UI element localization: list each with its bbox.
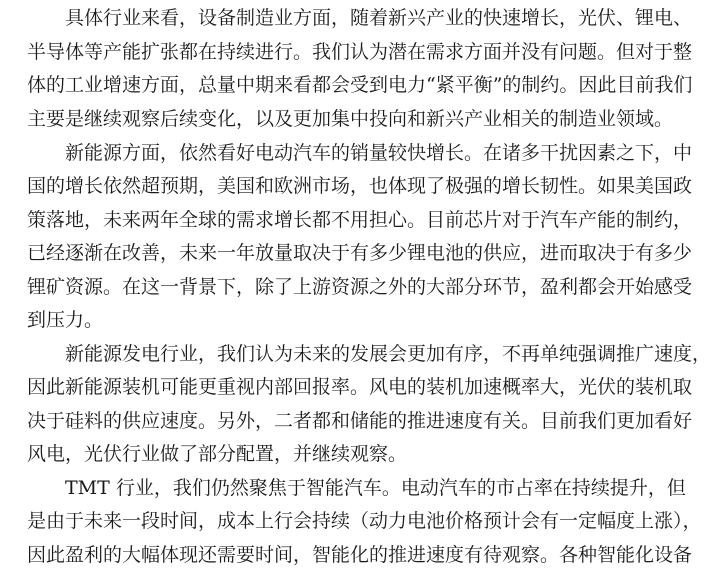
paragraph-2-line-3: 策落地，未来两年全球的需求增长都不用担心。目前芯片对于汽车产能的制约， — [27, 209, 693, 231]
paragraph-1-line-4: 主要是继续观察后续变化，以及更加集中投向和新兴产业相关的制造业领域。 — [27, 108, 674, 130]
paragraph-2-line-2: 国的增长依然超预期，美国和欧洲市场，也体现了极强的增长韧性。如果美国政 — [27, 175, 693, 197]
paragraph-3-line-1: 新能源发电行业，我们认为未来的发展会更加有序，不再单纯强调推广速度， — [65, 343, 711, 365]
paragraph-2-line-6: 到压力。 — [27, 309, 104, 331]
paragraph-4-line-2: 是由于未来一段时间，成本上行会持续（动力电池价格预计会有一定幅度上涨）， — [27, 510, 702, 532]
paragraph-3-line-4: 风电，光伏行业做了部分配置，并继续观察。 — [27, 443, 408, 465]
paragraph-2-line-5: 锂矿资源。在这一背景下，除了上游资源之外的大部分环节，盈利都会开始感受 — [27, 276, 693, 298]
paragraph-1-line-2: 半导体等产能扩张都在持续进行。我们认为潜在需求方面并没有问题。但对于整 — [27, 41, 693, 63]
paragraph-1-line-1: 具体行业来看，设备制造业方面，随着新兴产业的快速增长，光伏、锂电、 — [65, 7, 693, 29]
paragraph-3-line-3: 决于硅料的供应速度。另外，二者都和储能的推进速度有关。目前我们更加看好 — [27, 410, 693, 432]
paragraph-4-line-1: TMT 行业，我们仍然聚焦于智能汽车。电动汽车的市占率在持续提升，但 — [65, 477, 686, 499]
paragraph-3-line-2: 因此新能源装机可能更重视内部回报率。风电的装机加速概率大，光伏的装机取 — [27, 376, 693, 398]
paragraph-2-line-1: 新能源方面，依然看好电动汽车的销量较快增长。在诸多干扰因素之下，中 — [65, 142, 693, 164]
paragraph-4-line-3: 因此盈利的大幅体现还需要时间，智能化的推进速度有待观察。各种智能化设备 — [27, 544, 693, 566]
paragraph-2-line-4: 已经逐渐在改善，未来一年放量取决于有多少锂电池的供应，进而取决于有多少 — [27, 242, 693, 264]
paragraph-1-line-3: 体的工业增速方面，总量中期来看都会受到电力“紧平衡”的制约。因此目前我们 — [27, 74, 693, 96]
